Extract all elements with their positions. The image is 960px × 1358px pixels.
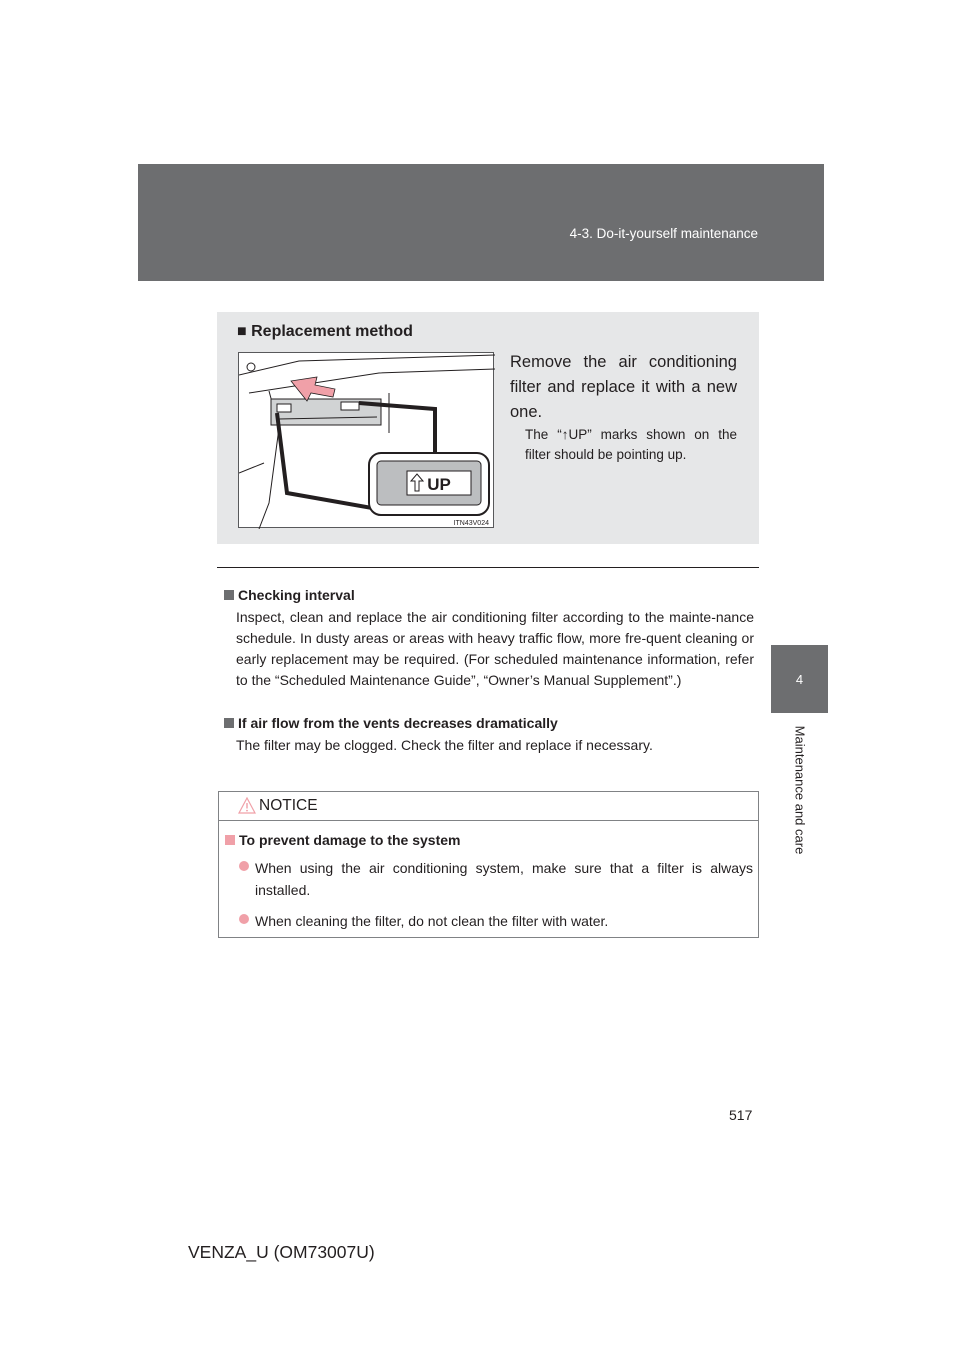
notice-heading: To prevent damage to the system (225, 832, 753, 848)
section-title: 4-3. Do-it-yourself maintenance (569, 226, 758, 241)
page-number: 517 (729, 1107, 753, 1123)
filter-diagram-graphic (239, 353, 495, 529)
square-bullet-icon (224, 590, 234, 600)
chapter-tab-number: 4 (771, 645, 828, 713)
notice-header (219, 792, 758, 821)
notice-bullet: When cleaning the filter, do not clean the filter with water. (225, 910, 753, 932)
section-header-bar (138, 164, 824, 281)
notice-box (218, 791, 759, 938)
air-flow-section (224, 715, 754, 756)
document-id: VENZA_U (OM73007U) (188, 1242, 375, 1262)
square-bullet-icon (224, 718, 234, 728)
figure-up-label: UP (427, 475, 451, 494)
replacement-note: The “↑UP” marks shown on the filter should be pointing up. (525, 427, 737, 462)
chapter-tab-label: Maintenance and care (792, 725, 808, 855)
bullet-dot-icon (239, 914, 249, 924)
bullet-dot-icon (239, 861, 249, 871)
replacement-method-panel (217, 312, 759, 544)
notice-body (225, 832, 753, 932)
checking-interval-heading: Checking interval (224, 587, 754, 603)
notice-bullet: When using the air conditioning system, make sure that a filter is always installed. (225, 857, 753, 901)
replacement-title: ■ Replacement method (237, 323, 413, 340)
checking-interval-section (224, 587, 754, 691)
notice-title: NOTICE (259, 797, 318, 814)
replacement-instruction: Remove the air conditioning filter and replace it with a new one. (510, 353, 737, 421)
air-flow-heading: If air flow from the vents decreases dramatically (224, 715, 754, 731)
section-divider (217, 567, 759, 568)
filter-illustration (238, 352, 494, 528)
warning-triangle-icon (238, 797, 256, 814)
figure-code: ITN43V024 (453, 520, 489, 527)
checking-interval-text: Inspect, clean and replace the air conditioning filter according to the mainte-nance schedule. In dusty areas or areas with heavy traffic flow, more fre-quent cleaning or early replacement may be required. (For scheduled maintenance information, refer to the “Scheduled Maintenance Guide”, “Owner’s Manual Supplement”.) (236, 609, 754, 688)
square-bullet-icon (225, 835, 235, 845)
air-flow-text: The filter may be clogged. Check the filter and replace if necessary. (236, 737, 653, 753)
